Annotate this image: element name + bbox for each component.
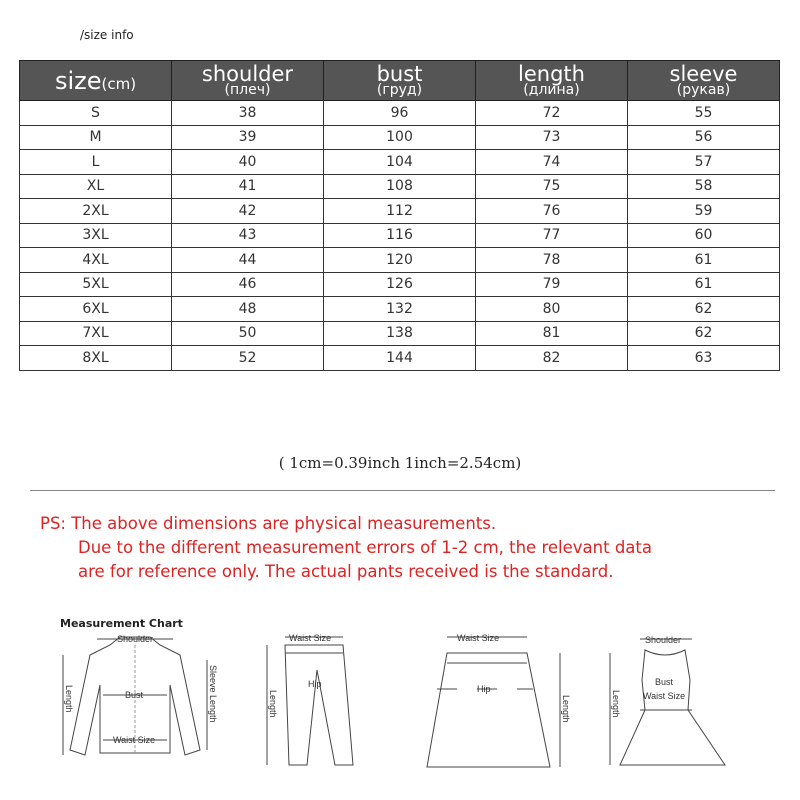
table-cell: 2XL (20, 199, 172, 224)
table-cell: 80 (476, 297, 628, 322)
table-cell: 63 (628, 346, 780, 371)
table-cell: 96 (324, 101, 476, 126)
table-cell: 126 (324, 272, 476, 297)
skirt-waist-label: Waist Size (457, 633, 500, 643)
waist-label: Waist Size (113, 735, 156, 745)
table-cell: 40 (172, 150, 324, 175)
divider (30, 490, 775, 491)
shoulder-label: Shoulder (117, 634, 154, 644)
table-row (20, 272, 780, 297)
bust-label: Bust (125, 690, 144, 700)
table-row (20, 101, 780, 126)
dress-diagram (600, 625, 760, 785)
table-cell: 78 (476, 248, 628, 273)
table-row (20, 248, 780, 273)
column-header (476, 61, 628, 101)
column-header (628, 61, 780, 101)
table-cell: 144 (324, 346, 476, 371)
table-cell: 61 (628, 272, 780, 297)
header-label: shoulder (201, 62, 294, 86)
table-cell: 56 (628, 125, 780, 150)
table-cell: 8XL (20, 346, 172, 371)
pants-length-label: Length (268, 690, 278, 718)
table-cell: 75 (476, 174, 628, 199)
column-header (172, 61, 324, 101)
table-row (20, 125, 780, 150)
pants-diagram (255, 625, 365, 775)
table-cell: 44 (172, 248, 324, 273)
dress-waist-label: Waist Size (643, 691, 686, 701)
skirt-length-label: Length (561, 695, 571, 723)
ps-line-3: are for reference only. The actual pants received is the standard. (78, 562, 614, 581)
table-cell: 57 (628, 150, 780, 175)
table-cell: 74 (476, 150, 628, 175)
table-cell: 42 (172, 199, 324, 224)
header-sublabel: (рукав) (676, 82, 731, 98)
table-cell: 41 (172, 174, 324, 199)
shirt-diagram (55, 625, 235, 765)
table-cell: 79 (476, 272, 628, 297)
table-cell: XL (20, 174, 172, 199)
table-cell: M (20, 125, 172, 150)
table-cell: 76 (476, 199, 628, 224)
table-cell: 138 (324, 321, 476, 346)
table-cell: 58 (628, 174, 780, 199)
dress-shoulder-label: Shoulder (645, 635, 682, 645)
table-cell: 3XL (20, 223, 172, 248)
ps-note (40, 512, 652, 584)
header-sublabel: (cm) (101, 74, 137, 93)
column-header (324, 61, 476, 101)
table-cell: 4XL (20, 248, 172, 273)
header-label: bust (376, 62, 423, 86)
table-cell: 100 (324, 125, 476, 150)
table-row (20, 223, 780, 248)
table-row (20, 174, 780, 199)
dress-bust-label: Bust (655, 677, 674, 687)
header-sublabel: (длина) (523, 82, 580, 98)
measurement-chart-title: Measurement Chart (60, 617, 183, 630)
table-cell: 6XL (20, 297, 172, 322)
pants-hip-label: Hip (308, 679, 322, 689)
table-row (20, 297, 780, 322)
table-row (20, 199, 780, 224)
ps-line-1: PS: The above dimensions are physical measurements. (40, 514, 497, 533)
table-cell: 39 (172, 125, 324, 150)
table-cell: 48 (172, 297, 324, 322)
table-cell: 38 (172, 101, 324, 126)
table-row (20, 321, 780, 346)
table-cell: 62 (628, 321, 780, 346)
table-cell: 82 (476, 346, 628, 371)
table-cell: 62 (628, 297, 780, 322)
header-label: sleeve (669, 62, 738, 86)
length-label: Length (64, 685, 74, 713)
table-cell: L (20, 150, 172, 175)
table-cell: 7XL (20, 321, 172, 346)
table-cell: S (20, 101, 172, 126)
table-cell: 120 (324, 248, 476, 273)
table-cell: 132 (324, 297, 476, 322)
table-cell: 60 (628, 223, 780, 248)
table-cell: 59 (628, 199, 780, 224)
skirt-diagram (425, 625, 575, 775)
table-cell: 55 (628, 101, 780, 126)
skirt-hip-label: Hip (477, 684, 491, 694)
header-sublabel: (плеч) (224, 82, 271, 98)
header-label: size (54, 66, 102, 95)
table-cell: 72 (476, 101, 628, 126)
table-cell: 52 (172, 346, 324, 371)
unit-conversion: ( 1cm=0.39inch 1inch=2.54cm) (278, 454, 522, 472)
table-cell: 116 (324, 223, 476, 248)
size-table (19, 60, 780, 371)
table-cell: 43 (172, 223, 324, 248)
size-info-caption: /size info (80, 28, 134, 42)
table-cell: 50 (172, 321, 324, 346)
header-label: length (518, 62, 585, 86)
ps-line-2: Due to the different measurement errors of 1-2 cm, the relevant data (78, 538, 652, 557)
table-cell: 77 (476, 223, 628, 248)
table-cell: 112 (324, 199, 476, 224)
table-cell: 73 (476, 125, 628, 150)
table-cell: 104 (324, 150, 476, 175)
table-cell: 46 (172, 272, 324, 297)
table-row (20, 346, 780, 371)
table-row (20, 150, 780, 175)
header-sublabel: (груд) (376, 82, 423, 98)
table-cell: 5XL (20, 272, 172, 297)
sleeve-length-label: Sleeve Length (208, 665, 218, 723)
dress-length-label: Length (611, 690, 621, 718)
table-cell: 108 (324, 174, 476, 199)
column-header (20, 61, 172, 101)
pants-waist-label: Waist Size (289, 633, 332, 643)
table-cell: 61 (628, 248, 780, 273)
table-cell: 81 (476, 321, 628, 346)
